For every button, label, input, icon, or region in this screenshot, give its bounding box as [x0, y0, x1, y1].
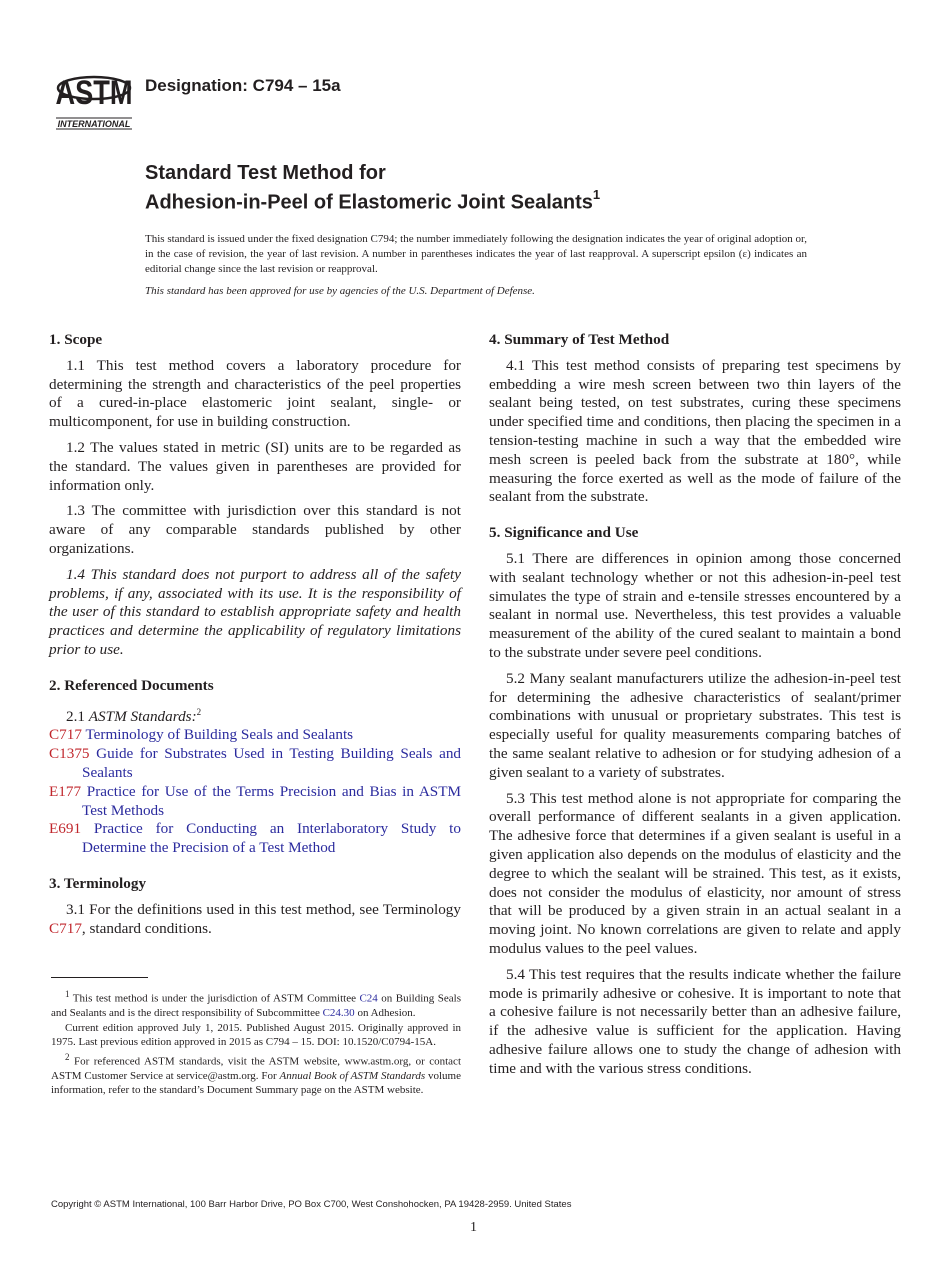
title-line-1: Standard Test Method for	[145, 162, 386, 184]
section-heading: 2. Referenced Documents	[49, 676, 214, 694]
title-footnote-marker: 1	[592, 187, 601, 202]
section-heading: 5. Significance and Use	[489, 524, 639, 542]
reference-title-link[interactable]: Guide for Substrates Used in Testing Building Seals and Sealants	[82, 745, 462, 781]
footnotes	[51, 987, 461, 1098]
section-referenced-documents	[49, 677, 461, 858]
reference-item[interactable]	[49, 783, 461, 821]
svg-text:ASTM: ASTM	[55, 73, 133, 112]
svg-text:INTERNATIONAL: INTERNATIONAL	[57, 119, 131, 129]
section-scope	[49, 331, 461, 660]
section-summary	[489, 331, 901, 507]
paragraph: 5.4 This test requires that the results indicate whether the failure mode is primarily adhesive or cohesive. It is important to note that a cohesive failure is not necessarily better than an adhesive failure, if the adhesive value is sufficient for the application. Having adhesive failure allows one to study the change of adhesion with time and with the various stress conditions.	[489, 965, 901, 1077]
paragraph: 4.1 This test method consists of preparing test specimens by embedding a wire mesh screen between two thin layers of the sealant being tested, on test substrates, curing these specimens under specified time and conditions, then placing the specimen in a tension-testing machine in such a way that the embedded wire mesh screen is peeled back from the substrate at 180°, while measuring the force exerted as well as the mode of failure of the sealant from the substrate.	[489, 356, 901, 506]
paragraph: 1.1 This test method covers a laboratory procedure for determining the strength and characteristics of the peel properties of a cured-in-place elastomeric joint sealant, single- or multicomponent, for use in building construction.	[49, 356, 461, 431]
reference-item[interactable]	[49, 820, 461, 858]
footnote-1: $^1$ This test method is under the jurisdiction of ASTM Committee C24 on Building Seals and Sealants and is the direct responsibility of Subcommittee C24.30 on Adhesion.	[51, 989, 461, 1020]
designation-notice: This standard is issued under the fixed designation C794; the number immediately following the designation indicates the year of original adoption or, in the case of revision, the year of last revision. A number in parentheses indicates the year of last reapproval. A superscript epsilon (ε) indicates an editorial change since the last revision or reapproval.	[145, 233, 807, 275]
reference-item[interactable]	[49, 726, 461, 745]
section-heading: 3. Terminology	[49, 874, 147, 892]
footnote-divider	[51, 977, 148, 978]
dod-notice: This standard has been approved for use by agencies of the U.S. Department of Defense.	[145, 285, 535, 297]
paragraph: 3.1 For the definitions used in this test method, see Terminology C717, standard conditions.	[49, 900, 461, 937]
paragraph: 5.3 This test method alone is not appropriate for comparing the overall performance of different sealants in a given application. The adhesive force that determines if a given sealant is useful in a given application also depends on the modulus of elasticity and the degree to which the sealant will be strained. This test, as it exists, does not consider the modulus of elasticity, nor amount of stress that will be produced by a given strain in an actual sealant in a moving joint. No known correlations are given to relate and apply modulus values to the peel values.	[489, 789, 901, 957]
page-title	[145, 161, 600, 215]
left-column	[49, 331, 461, 955]
c24-link[interactable]: C24	[359, 992, 378, 1005]
c24-30-link[interactable]: C24.30	[322, 1007, 355, 1020]
paragraph: 5.2 Many sealant manufacturers utilize the adhesion-in-peel test for determining the adhesive characteristics of sealant/primer combinations with unusual or proprietary substrates. This test is especially useful for quality measurements comparing batches of the same sealant relative to adhesion or for studying adhesion of a given sealant to a variety of substrates.	[489, 669, 901, 781]
paragraph: 1.4 This standard does not purport to address all of the safety problems, if any, associated with its use. It is the responsibility of the user of this standard to establish appropriate safety and health practices and determine the applicability of regulatory limitations prior to use.	[49, 565, 461, 658]
paragraph: 1.2 The values stated in metric (SI) units are to be regarded as the standard. The values given in parentheses are provided for information only.	[49, 438, 461, 494]
c717-link[interactable]: C717	[49, 919, 82, 937]
reference-id-link[interactable]: E691	[49, 820, 82, 838]
section-heading: 1. Scope	[49, 331, 103, 348]
reference-id-link[interactable]: C1375	[49, 745, 90, 763]
section-significance	[489, 524, 901, 1078]
paragraph: 1.3 The committee with jurisdiction over this standard is not aware of any comparable standards published by other organizations.	[49, 502, 461, 557]
paragraph: 5.1 There are differences in opinion among those concerned with sealant technology whether or not this adhesion-in-peel test simulates the type of strain and e-tensile stresses encountered by a sealant in normal use. Nevertheless, this test provides a valuable measurement of the ability of the cured sealant to maintain a bond to the substrate under severe peel conditions.	[489, 549, 901, 661]
reference-id-link[interactable]: C717	[49, 726, 82, 744]
page-number: 1	[470, 1220, 477, 1235]
designation: Designation: C794 – 15a	[145, 76, 341, 95]
copyright: Copyright © ASTM International, 100 Barr Harbor Drive, PO Box C700, West Conshohocken, PA 19428-2959. United States	[51, 1199, 572, 1210]
paragraph: 2.1 ASTM Standards:$^2$	[66, 706, 202, 725]
astm-logo-icon	[54, 58, 134, 130]
reference-item[interactable]	[49, 745, 461, 783]
reference-title-link[interactable]: Practice for Conducting an Interlaboratory Study to Determine the Precision of a Test Method	[82, 820, 461, 857]
footnote-2: $^2$ For referenced ASTM standards, visit the ASTM website, www.astm.org, or contact ASTM Customer Service at service@astm.org. For Annual Book of ASTM Standards volume information, refer to the standard’s Document Summary page on the ASTM website.	[51, 1051, 461, 1097]
right-column	[489, 331, 901, 1095]
reference-title-link[interactable]: Practice for Use of the Terms Precision and Bias in ASTM Test Methods	[82, 782, 462, 819]
section-heading: 4. Summary of Test Method	[489, 331, 670, 348]
edition-note: Current edition approved July 1, 2015. Published August 2015. Originally approved in 1975. Last previous edition approved in 2015 as C794 – 15. DOI: 10.1520/C0794-15A.	[51, 1021, 461, 1049]
title-line-2: Adhesion-in-Peel of Elastomeric Joint Sealants	[145, 191, 593, 214]
reference-id-link[interactable]: E177	[49, 782, 82, 800]
reference-title-link[interactable]: Terminology of Building Seals and Sealants	[85, 726, 354, 744]
section-terminology	[49, 875, 461, 938]
astm-logo	[54, 58, 134, 130]
